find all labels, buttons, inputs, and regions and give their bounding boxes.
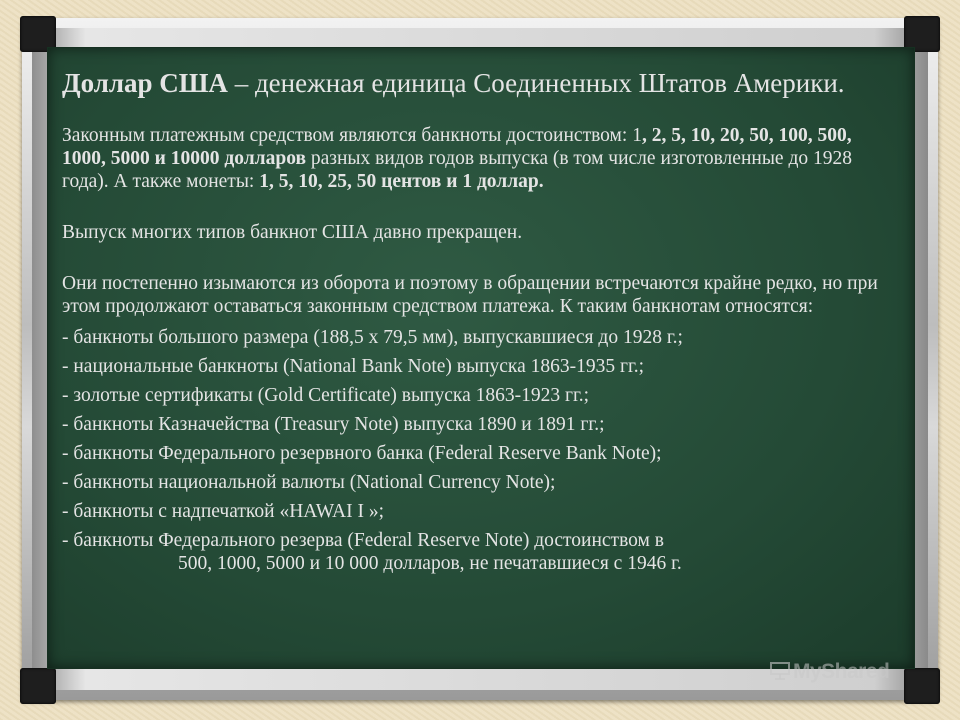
list-item: - банкноты национальной валюты (National Currency Note); [62, 472, 556, 493]
slide-content [62, 68, 892, 575]
legal-tender-text-1: Законным платежным средством являются банкноты достоинством: 1 [62, 125, 642, 146]
slide-title [62, 68, 892, 98]
presentation-icon [770, 662, 790, 680]
rare-notes-intro: Они постепенно изымаются из оборота и поэтому в обращении встречаются крайне редко, но при этом продолжают оставаться законным средством платежа. К таким банкнотам относятся: [62, 273, 878, 317]
discontinued-paragraph: Выпуск многих типов банкнот США давно прекращен. [62, 222, 523, 243]
watermark [770, 660, 930, 688]
frame-corner-bottom-left [20, 668, 56, 704]
last-item-line-1: - банкноты Федерального резерва (Federal Reserve Note) достоинством в [62, 530, 664, 551]
last-item-line-2: 500, 1000, 5000 и 10 000 долларов, не печатавшиеся с 1946 г. [178, 553, 682, 574]
title-bold: Доллар США [62, 68, 228, 98]
list-item: - банкноты с надпечаткой «HAWAI I »; [62, 501, 385, 522]
list-item-last [62, 529, 892, 575]
legal-tender-text-2: разных видов годов выпуска (в том числе изготовленные до 1928 года). А также монеты: [62, 148, 852, 192]
list-item: - банкноты Федерального резервного банка (Federal Reserve Bank Note); [62, 443, 662, 464]
list-item: - банкноты Казначейства (Treasury Note) выпуска 1890 и 1891 гг.; [62, 414, 605, 435]
legal-tender-paragraph [62, 124, 892, 193]
title-rest: – денежная единица Соединенных Штатов Америки. [227, 68, 845, 98]
watermark-text: MyShared [793, 660, 890, 683]
banknote-denominations: , 2, 5, 10, 20, 50, 100, 500, 1000, 5000 и 10000 долларов [62, 125, 852, 169]
list-item: - золотые сертификаты (Gold Certificate) выпуска 1863-1923 гг.; [62, 385, 590, 406]
coin-denominations: 1, 5, 10, 25, 50 центов и 1 доллар. [259, 171, 544, 192]
list-item: - банкноты большого размера (188,5 х 79,5 мм), выпускавшиеся до 1928 г.; [62, 327, 683, 348]
list-item: - национальные банкноты (National Bank Note) выпуска 1863-1935 гг.; [62, 356, 645, 377]
